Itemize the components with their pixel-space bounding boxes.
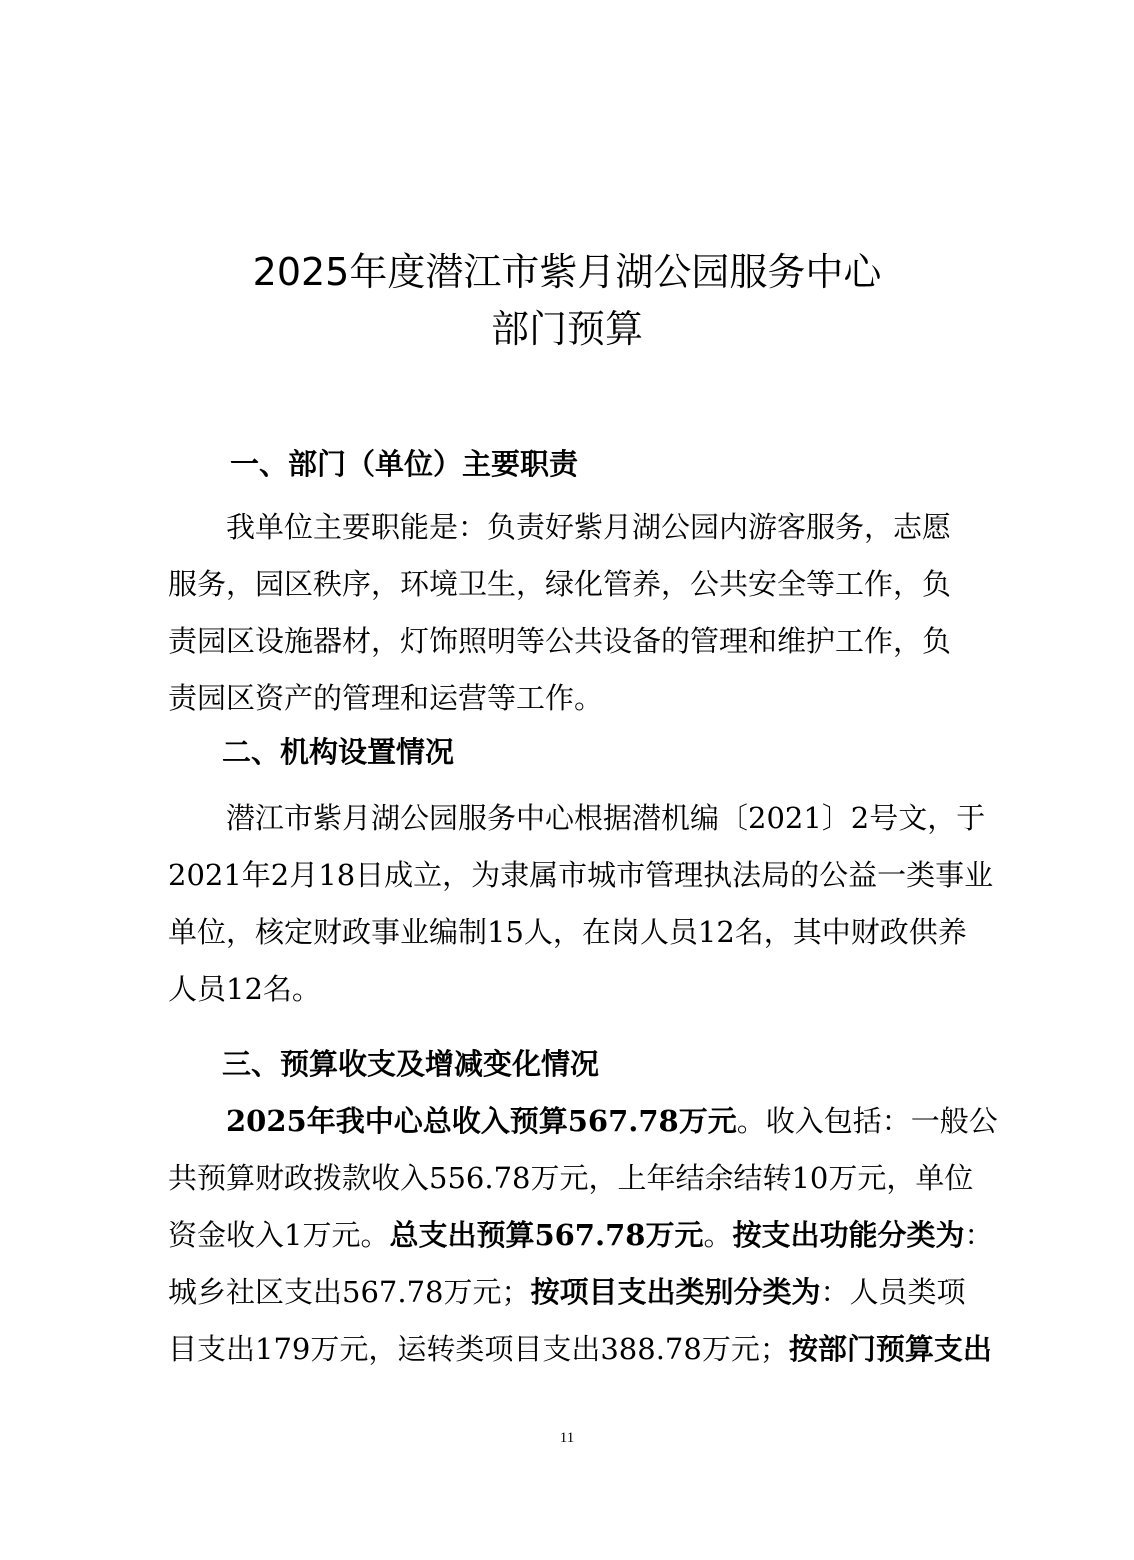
section1-paragraph-line: 责园区设施器材，灯饰照明等公共设备的管理和维护工作，负 <box>168 624 952 658</box>
text-run: 目支出179万元，运转类项目支出388.78万元； <box>168 1332 789 1366</box>
section3-paragraph-line <box>226 1103 998 1139</box>
text-run: 。 <box>703 1218 733 1252</box>
document-title-line2: 部门预算 <box>490 307 643 351</box>
section2-paragraph-line: 潜江市紫月湖公园服务中心根据潜机编〔2021〕2号文，于 <box>226 801 986 835</box>
section3-paragraph-line: 共预算财政拨款收入556.78万元，上年结余结转10万元，单位 <box>168 1161 974 1195</box>
section3-paragraph-line <box>168 1331 992 1367</box>
section2-heading: 二、机构设置情况 <box>222 735 455 769</box>
section1-paragraph-line: 我单位主要职能是：负责好紫月湖公园内游客服务，志愿 <box>226 510 952 544</box>
page-number: 11 <box>559 1430 575 1446</box>
section3-paragraph-line <box>168 1217 994 1253</box>
section2-paragraph-line: 2021年2月18日成立，为隶属市城市管理执法局的公益一类事业 <box>168 858 994 892</box>
section2-paragraph-line: 单位，核定财政事业编制15人，在岗人员12名，其中财政供养 <box>168 915 967 949</box>
total-expense-emphasis: 总支出预算567.78万元 <box>389 1218 704 1252</box>
document-title-line1: 2025年度潜江市紫月湖公园服务中心 <box>252 250 882 294</box>
section1-paragraph-line: 服务，园区秩序，环境卫生，绿化管养，公共安全等工作，负 <box>168 567 952 601</box>
dept-budget-emphasis: 按部门预算支出 <box>788 1332 992 1366</box>
section1-paragraph-line: 责园区资产的管理和运营等工作。 <box>168 681 604 715</box>
section1-heading: 一、部门（单位）主要职责 <box>230 447 579 481</box>
project-class-emphasis: 按项目支出类别分类为 <box>530 1275 821 1309</box>
function-class-emphasis: 按支出功能分类为 <box>732 1218 965 1252</box>
section3-paragraph-line <box>168 1274 966 1310</box>
text-run: 城乡社区支出567.78万元； <box>168 1275 531 1309</box>
total-income-emphasis: 2025年我中心总收入预算567.78万元 <box>226 1104 737 1138</box>
section2-paragraph-line: 人员12名。 <box>168 972 321 1006</box>
text-run: ： <box>964 1218 994 1252</box>
text-run: 资金收入1万元。 <box>168 1218 390 1252</box>
section3-heading: 三、预算收支及增减变化情况 <box>222 1047 600 1081</box>
text-run: ：人员类项 <box>820 1275 966 1309</box>
text-run: 。收入包括：一般公 <box>736 1104 998 1138</box>
